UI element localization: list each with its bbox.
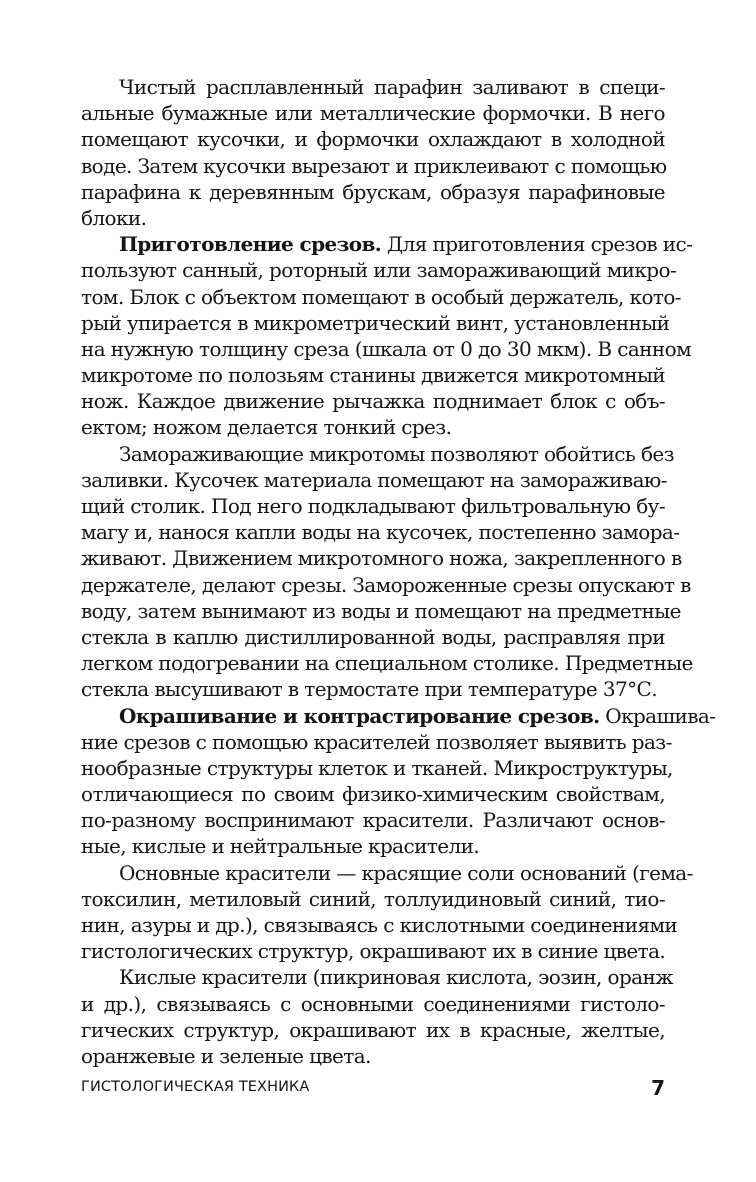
text-line: токсилин, метиловый синий, толлуидиновый синий, тио- — [81, 886, 665, 911]
text-line: рый упирается в микрометрический винт, установленный — [81, 310, 670, 335]
section-heading: Окрашивание и контрастирование срезов. — [119, 703, 600, 728]
text-line: ние срезов с помощью красителей позволяет выявить раз- — [81, 729, 672, 754]
text-line: нин, азуры и др.), связываясь с кислотными соединениями — [81, 913, 678, 937]
text-line: воду, затем вынимают из воды и помещают на предметные — [81, 598, 681, 623]
text-line-with-heading — [81, 703, 716, 729]
text-line: помещают кусочки, и формочки охлаждают в холодной — [81, 127, 665, 152]
text-run: Для приготовления срезов ис- — [381, 232, 693, 257]
text-line: Замораживающие микротомы позволяют обойтись без — [119, 441, 674, 466]
page-body-text — [81, 74, 716, 1069]
text-line: держателе, делают срезы. Замороженные срезы опускают в — [81, 572, 691, 597]
paragraph-section-preparation — [81, 231, 693, 441]
text-line: блоки. — [81, 205, 147, 230]
text-line: магу и, нанося капли воды на кусочек, постепенно замора- — [81, 520, 680, 545]
text-line: стекла в каплю дистиллированной воды, расправляя при — [81, 624, 665, 649]
text-line: ектом; ножом делается тонкий срез. — [81, 415, 452, 440]
text-line: Кислые красители (пикриновая кислота, эозин, оранж — [119, 965, 674, 990]
text-line: гических структур, окрашивают их в красные, желтые, — [81, 1017, 665, 1042]
text-line: нож. Каждое движение рычажка поднимает блок с объ- — [81, 389, 665, 414]
paragraph-basic-dyes — [81, 860, 693, 965]
text-line: микротоме по полозьям станины движется микротомный — [81, 363, 665, 388]
text-line: Чистый расплавленный парафин заливают в специ- — [119, 75, 665, 99]
text-line: заливки. Кусочек материала помещают на замораживаю- — [81, 467, 667, 492]
text-line: нообразные структуры клеток и тканей. Микроструктуры, — [81, 755, 673, 780]
text-line: и др.), связываясь с основными соединениями гистоло- — [81, 991, 665, 1016]
running-title: ГИСТОЛОГИЧЕСКАЯ ТЕХНИКА — [81, 1079, 310, 1095]
text-line: живают. Движением микротомного ножа, закрепленного в — [81, 546, 682, 571]
text-line: том. Блок с объектом помещают в особый держатель, кото- — [81, 284, 681, 309]
paragraph-freezing-microtomes — [81, 441, 693, 703]
text-line: Основные красители — красящие соли оснований (гема- — [119, 860, 693, 885]
text-line: на нужную толщину среза (шкала от 0 до 30 мкм). В санном — [81, 336, 692, 361]
text-line-with-heading — [81, 231, 693, 257]
text-run: Окрашива- — [599, 703, 716, 728]
text-line: ные, кислые и нейтральные красители. — [81, 834, 480, 859]
text-line: оранжевые и зеленые цвета. — [81, 1043, 371, 1068]
paragraph-section-staining — [81, 703, 716, 860]
text-line: гистологических структур, окрашивают их в синие цвета. — [81, 939, 666, 964]
text-line: легком подогревании на специальном столике. Предметные — [81, 651, 693, 676]
text-line: стекла высушивают в термостате при температуре 37°С. — [81, 677, 657, 702]
section-heading: Приготовление срезов. — [119, 232, 382, 257]
text-line: альные бумажные или металлические формочки. В него — [81, 101, 665, 126]
paragraph-acid-dyes — [81, 964, 674, 1069]
page-footer — [81, 1076, 665, 1100]
text-line: парафина к деревянным брускам, образуя парафиновые — [81, 179, 665, 204]
text-line: отличающиеся по своим физико-химическим свойствам, — [81, 782, 665, 807]
text-line: воде. Затем кусочки вырезают и приклеивают с помощью — [81, 153, 667, 178]
text-line: по-разному воспринимают красители. Различают основ- — [81, 808, 665, 833]
text-line: пользуют санный, роторный или замораживающий микро- — [81, 258, 677, 283]
page-number: 7 — [651, 1076, 665, 1100]
paragraph-paraffin-blocks — [81, 74, 665, 231]
text-line: щий столик. Под него подкладывают фильтровальную бу- — [81, 494, 665, 518]
